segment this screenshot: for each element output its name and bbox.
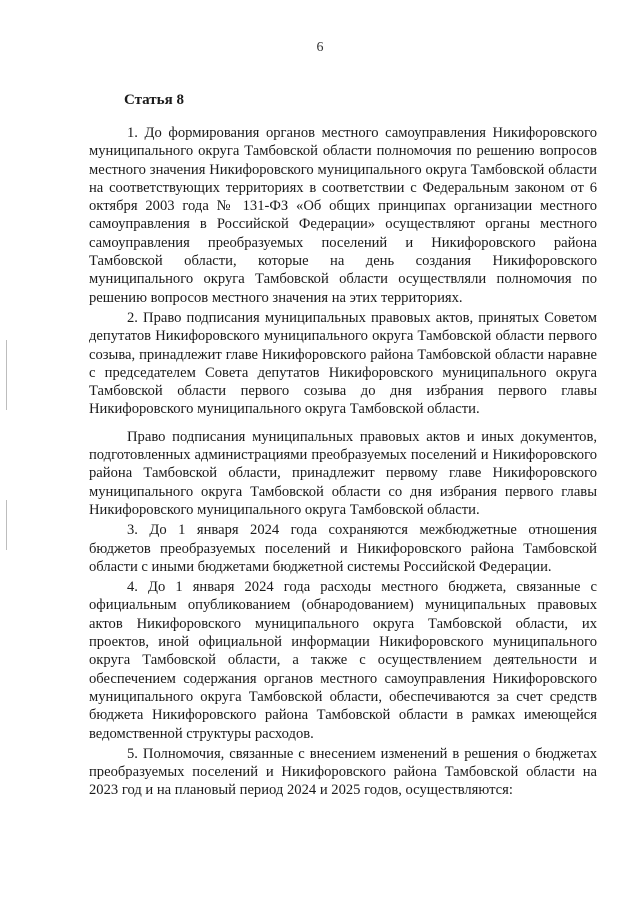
paragraph-2: 2. Право подписания муниципальных правовых актов, принятых Советом депутатов Никифоровского муниципального округа Тамбовской области первого созыва, принадлежит главе Никифоровского района Тамбовской области наравне с председателем Совета депутатов Никифоровского муниципального округа Тамбовской области первого созыва до дня избрания первого главы Никифоровского муниципального округа Тамбовской области. <box>89 309 597 418</box>
page-number: 6 <box>316 40 324 55</box>
scan-margin-mark <box>6 500 7 550</box>
paragraph-1: 1. До формирования органов местного самоуправления Никифоровского муниципального округа Тамбовской области полномочия по решению вопросов местного значения Никифоровского муниципального округа Тамбовской области на соответствующих территориях в соответствии с Федеральным законом от 6 октября 2003 года № 131-ФЗ «Об общих принципах организации местного самоуправления в Российской Федерации» осуществляют органы местного самоуправления преобразуемых поселений и Никифоровского района Тамбовской области, которые на день создания Никифоровского муниципального округа Тамбовской области осуществляли полномочия по решению вопросов местного значения на этих территориях. <box>89 125 597 306</box>
paragraph-4: 3. До 1 января 2024 года сохраняются межбюджетные отношения бюджетов преобразуемых поселений и Никифоровского района Тамбовской области с иными бюджетами бюджетной системы Российской Федерации. <box>89 522 597 575</box>
article-title: Статья 8 <box>124 92 184 108</box>
paragraph-5: 4. До 1 января 2024 года расходы местного бюджета, связанные с официальным опубликованием (обнародованием) муниципальных правовых актов Никифоровского муниципального округа Тамбовской области, их проектов, иной официальной информации Никифоровского муниципального округа Тамбовской области, а также с осуществлением деятельности и обеспечением содержания органов местного самоуправления Никифоровского муниципального округа Тамбовской области, обеспечиваются за счет средств бюджета Никифоровского района Тамбовской области в рамках имеющейся ведомственной структуры расходов. <box>89 579 597 742</box>
paragraph-6: 5. Полномочия, связанные с внесением изменений в решения о бюджетах преобразуемых поселений и Никифоровского района Тамбовской области на 2023 год и на плановый период 2024 и 2025 годов, осуществляются: <box>89 745 597 799</box>
article-body <box>89 124 597 800</box>
paragraph-3: Право подписания муниципальных правовых актов и иных документов, подготовленных администрациями преобразуемых поселений и Никифоровского района Тамбовской области, принадлежит первому главе Никифоровского муниципального округа Тамбовской области со дня избрания первого главы Никифоровского муниципального округа Тамбовской области. <box>89 428 597 518</box>
scan-margin-mark <box>6 340 7 410</box>
